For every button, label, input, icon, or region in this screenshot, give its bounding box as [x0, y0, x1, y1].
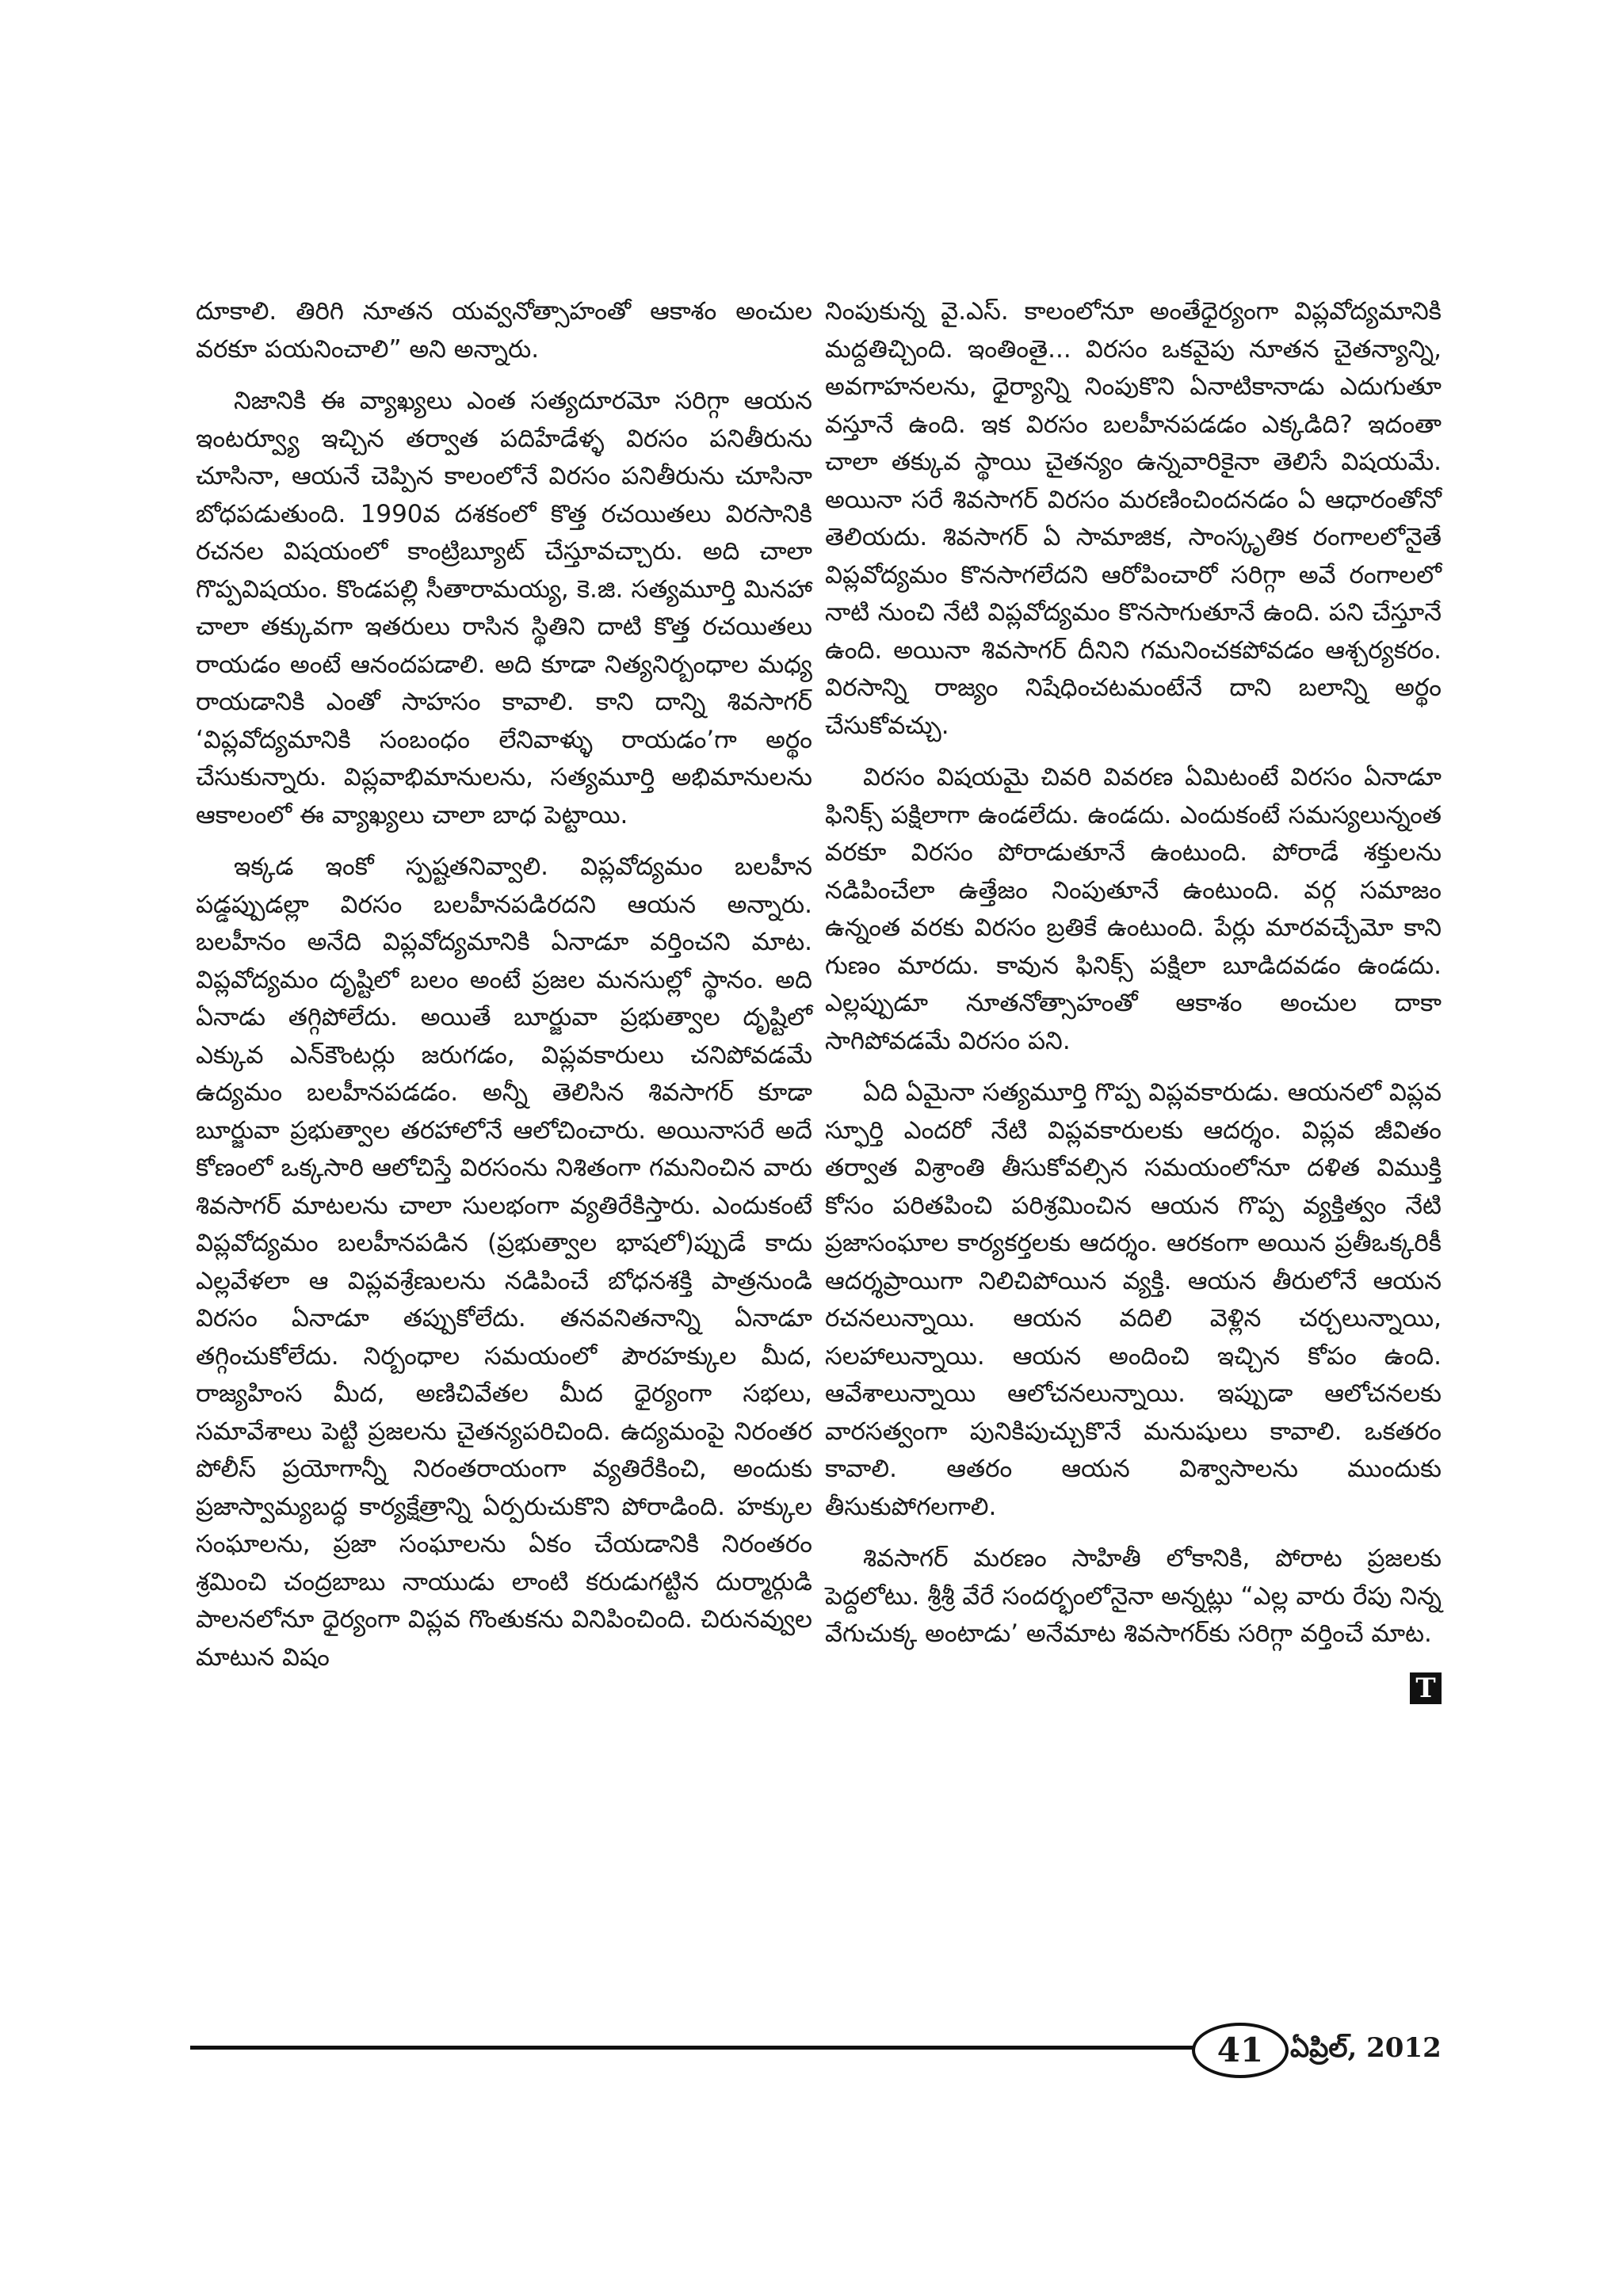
footer-rule [190, 2046, 1195, 2050]
article-paragraph: ఇక్కడ ఇంకో స్పష్టతనివ్వాలి. విప్లవోద్యమం బలహీన పడ్డప్పుడల్లా విరసం బలహీనపడిరదని ఆయన అన్నారు. బలహీనం అనేది విప్లవోద్యమానికి ఏనాడూ వర్తించని మాట. విప్లవోద్యమం దృష్టిలో బలం అంటే ప్రజల మనసుల్లో స్థానం. అది ఏనాడు తగ్గిపోలేదు. అయితే బూర్జువా ప్రభుత్వాల దృష్టిలో ఎక్కువ ఎన్‌కౌంటర్లు జరుగడం, విప్లవకారులు చనిపోవడమే ఉద్యమం బలహీనపడడం. అన్నీ తెలిసిన శివసాగర్ కూడా బూర్జువా ప్రభుత్వాల తరహాలోనే ఆలోచించారు. అయినాసరే అదే కోణంలో ఒక్కసారి ఆలోచిస్తే విరసంను నిశితంగా గమనించిన వారు శివసాగర్ మాటలను చాలా సులభంగా వ్యతిరేకిస్తారు. ఎందుకంటే విప్లవోద్యమం బలహీనపడిన (ప్రభుత్వాల భాషలో)ప్పుడే కాదు ఎల్లవేళలా ఆ విప్లవశ్రేణులను నడిపించే బోధనశక్తి పాత్రనుండి విరసం ఏనాడూ తప్పుకోలేదు. తనవనితనాన్ని ఏనాడూ తగ్గించుకోలేదు. నిర్బంధాల సమయంలో పౌరహక్కుల మీద, రాజ్యహింస మీద, అణిచివేతల మీద ధైర్యంగా సభలు, సమావేశాలు పెట్టి ప్రజలను చైతన్యపరిచింది. ఉద్యమంపై నిరంతర పోలీస్ ప్రయోగాన్నీ నిరంతరాయంగా వ్యతిరేకించి, అందుకు ప్రజాస్వామ్యబద్ధ కార్యక్షేత్రాన్ని ఏర్పరుచుకొని పోరాడింది. హక్కుల సంఘాలను, ప్రజా సంఘాలను ఏకం చేయడానికి నిరంతరం శ్రమించి చంద్రబాబు నాయుడు లాంటి కరుడుగట్టిన దుర్మార్గుడి పాలనలోనూ ధైర్యంగా విప్లవ గొంతుకను వినిపించింది. చిరునవ్వుల మాటున విషం [196, 852, 812, 1672]
article-paragraph: నిజానికి ఈ వ్యాఖ్యలు ఎంత సత్యదూరమో సరిగ్గా ఆయన ఇంటర్వ్యూ ఇచ్చిన తర్వాత పదిహేడేళ్ళ విరసం పనితీరును చూసినా, ఆయనే చెప్పిన కాలంలోనే విరసం పనితీరును చూసినా బోధపడుతుంది. 1990వ దశకంలో కొత్త రచయితలు విరసానికి రచనల విషయంలో కాంట్రిబ్యూట్ చేస్తూవచ్చారు. అది చాలా గొప్పవిషయం. కొండపల్లి సీతారామయ్య, కె.జి. సత్యమూర్తి మినహా చాలా తక్కువగా ఇతరులు రాసిన స్థితిని దాటి కొత్త రచయితలు రాయడం అంటే ఆనందపడాలి. అది కూడా నిత్యనిర్బంధాల మధ్య రాయడానికి ఎంతో సాహసం కావాలి. కాని దాన్ని శివసాగర్ ‘విప్లవోద్యమానికి సంబంధం లేనివాళ్ళు రాయడం’గా అర్థం చేసుకున్నారు. విప్లవాభిమానులను, సత్యమూర్తి అభిమానులను ఆకాలంలో ఈ వ్యాఖ్యలు చాలా బాధ పెట్టాయి. [196, 387, 812, 830]
issue-date: ఏప్రిల్, 2012 [1290, 2032, 1442, 2064]
article-paragraph: నింపుకున్న వై.ఎస్. కాలంలోనూ అంతేధైర్యంగా విప్లవోద్యమానికి మద్దతిచ్చింది. ఇంతింతై... విరసం ఒకవైపు నూతన చైతన్యాన్ని, అవగాహనలను, ధైర్యాన్ని నింపుకొని ఏనాటికానాడు ఎదుగుతూ వస్తూనే ఉంది. ఇక విరసం బలహీనపడడం ఎక్కడిది? ఇదంతా చాలా తక్కువ స్థాయి చైతన్యం ఉన్నవారికైనా తెలిసే విషయమే. అయినా సరే శివసాగర్ విరసం మరణించిందనడం ఏ ఆధారంతోనో తెలియదు. శివసాగర్ ఏ సామాజిక, సాంస్కృతిక రంగాలలోనైతే విప్లవోద్యమం కొనసాగలేదని ఆరోపించారో సరిగ్గా అవే రంగాలలో నాటి నుంచి నేటి విప్లవోద్యమం కొనసాగుతూనే ఉంది. పని చేస్తూనే ఉంది. అయినా శివసాగర్ దీనిని గమనించకపోవడం ఆశ్చర్యకరం. విరసాన్ని రాజ్యం నిషేధించటమంటేనే దాని బలాన్ని అర్థం చేసుకోవచ్చు. [825, 297, 1442, 740]
article-left-column [196, 293, 812, 1691]
article-paragraph: శివసాగర్ మరణం సాహితీ లోకానికి, పోరాట ప్రజలకు పెద్దలోటు. శ్రీశ్రీ వేరే సందర్భంలోనైనా అన్నట్లు “ఎల్ల వారు రేపు నిన్న వేగుచుక్క అంటాడు’ అనేమాట శివసాగర్‌కు సరిగ్గా వర్తించే మాట. [825, 1544, 1442, 1648]
article-paragraph: దూకాలి. తిరిగి నూతన యవ్వనోత్సాహంతో ఆకాశం అంచుల వరకూ పయనించాలి” అని అన్నారు. [196, 297, 812, 364]
article-right-column [825, 293, 1442, 1704]
page-number: 41 [1192, 2023, 1289, 2078]
article-end-mark: T [1410, 1672, 1442, 1704]
article-paragraph: విరసం విషయమై చివరి వివరణ ఏమిటంటే విరసం ఏనాడూ ఫినిక్స్ పక్షిలాగా ఉండలేదు. ఉండదు. ఎందుకంటే సమస్యలున్నంత వరకూ విరసం పోరాడుతూనే ఉంటుంది. పోరాడే శక్తులను నడిపించేలా ఉత్తేజం నింపుతూనే ఉంటుంది. వర్గ సమాజం ఉన్నంత వరకు విరసం బ్రతికే ఉంటుంది. పేర్లు మారవచ్చేమో కాని గుణం మారదు. కావున ఫినిక్స్ పక్షిలా బూడిదవడం ఉండదు. ఎల్లప్పుడూ నూతనోత్సాహంతో ఆకాశం అంచుల దాకా సాగిపోవడమే విరసం పని. [825, 763, 1442, 1055]
article-paragraph: ఏది ఏమైనా సత్యమూర్తి గొప్ప విప్లవకారుడు. ఆయనలో విప్లవ స్ఫూర్తి ఎందరో నేటి విప్లవకారులకు ఆదర్శం. విప్లవ జీవితం తర్వాత విశ్రాంతి తీసుకోవల్సిన సమయంలోనూ దళిత విముక్తి కోసం పరితపించి పరిశ్రమించిన ఆయన గొప్ప వ్యక్తిత్వం నేటి ప్రజాసంఘాల కార్యకర్తలకు ఆదర్శం. ఆరకంగా అయిన ప్రతీఒక్కరికీ ఆదర్శప్రాయిగా నిలిచిపోయిన వ్యక్తి. ఆయన తీరులోనే ఆయన రచనలున్నాయి. ఆయన వదిలి వెళ్లిన చర్చలున్నాయి, సలహాలున్నాయి. ఆయన అందించి ఇచ్చిన కోపం ఉంది. ఆవేశాలున్నాయి ఆలోచనలున్నాయి. ఇప్పుడా ఆలోచనలకు వారసత్వంగా పునికిపుచ్చుకొనే మనుషులు కావాలి. ఒకతరం కావాలి. ఆతరం ఆయన విశ్వాసాలను ముందుకు తీసుకుపోగలగాలి. [825, 1078, 1442, 1521]
